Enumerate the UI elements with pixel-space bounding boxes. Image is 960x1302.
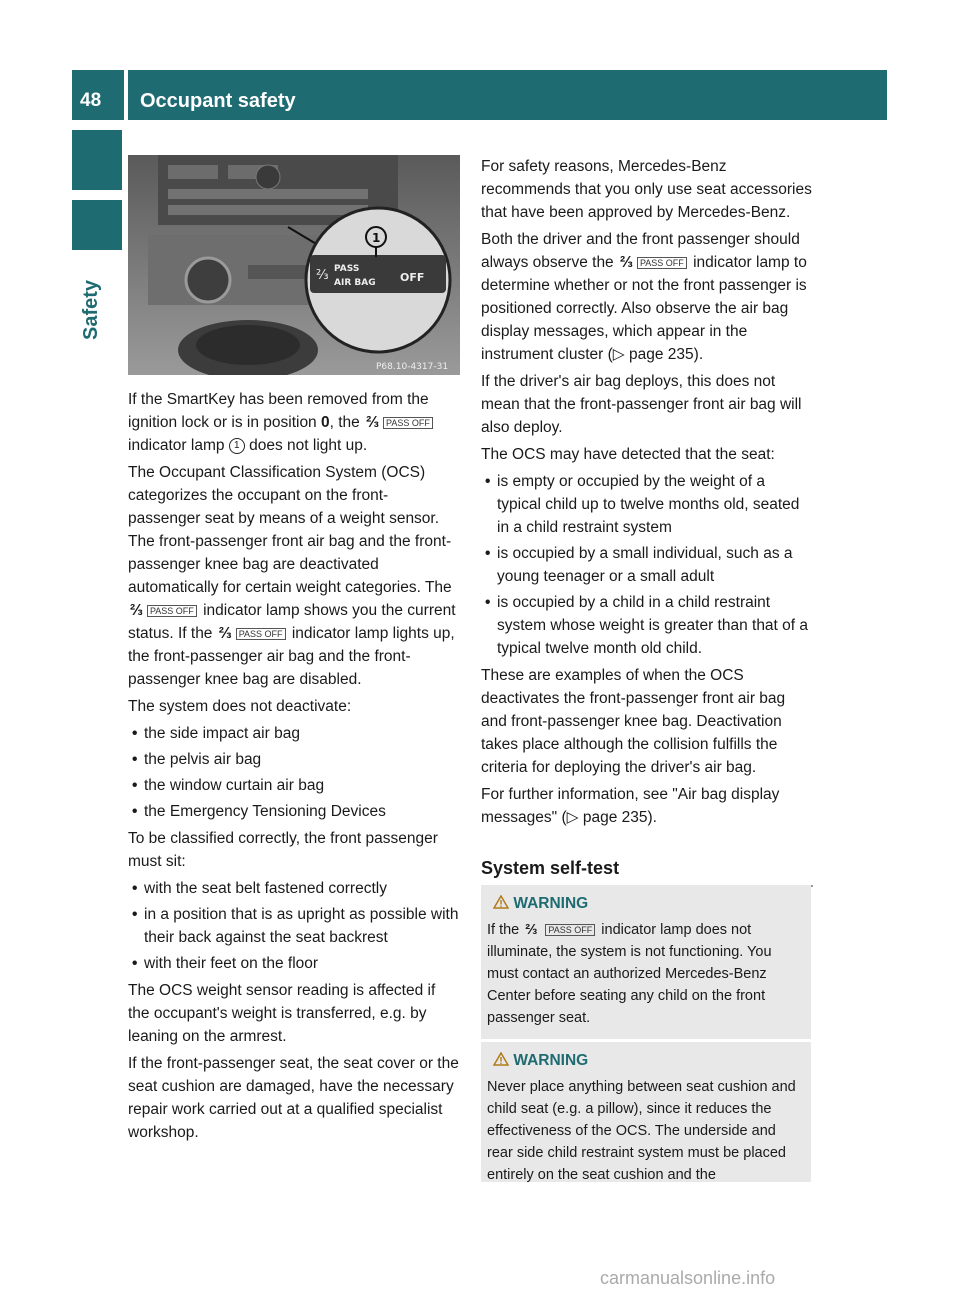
page-title: Occupant safety — [140, 90, 296, 112]
warning-text: Never place anything between seat cushion and child seat (e.g. a pillow), since it reduces the effectiveness of the OCS. The underside and rear side child restraint system must be placed entirely on the seat cushion and the — [487, 1079, 796, 1182]
warning-box — [481, 885, 811, 1039]
left-column — [128, 388, 460, 1148]
list-seating — [128, 877, 460, 975]
off-label: OFF — [400, 271, 425, 284]
warning-heading: WARNING — [487, 893, 801, 915]
paragraph-repair: If the front-passenger seat, the seat cover or the seat cushion are damaged, have the necessary repair work carried out at a qualified specialist workshop. — [128, 1055, 459, 1141]
warning-triangle-icon — [493, 1052, 513, 1069]
section-label: Safety — [80, 279, 102, 340]
section-heading: System self-test — [481, 858, 813, 887]
pass-label: PASS — [334, 264, 360, 274]
pass-airbag-off-icon: PASS OFF — [236, 628, 286, 640]
paragraph-examples: These are examples of when the OCS deactivates the front-passenger front air bag and front-passenger knee bag. Deactivation takes place although the collision fulfills the criteria for deploying the driver's air bag. — [481, 667, 786, 776]
pass-airbag-off-icon: PASS OFF — [545, 924, 595, 936]
pass-airbag-off-icon: PASS OFF — [383, 417, 433, 429]
callout-one-icon: 1 — [229, 438, 245, 454]
list-item: • is empty or occupied by the weight of a typical child up to twelve months old, seated in a child restraint system — [481, 470, 813, 539]
child-seat-icon: ⅔ — [218, 625, 232, 642]
child-seat-icon: ⅔ — [366, 414, 380, 431]
child-seat-icon: ⅔ — [620, 254, 633, 271]
paragraph-detected: The OCS may have detected that the seat: — [481, 446, 775, 463]
dashboard-photo — [128, 155, 460, 375]
paragraph-driver-airbag: If the driver's air bag deploys, this does not mean that the front-passenger front air bag will also deploy. — [481, 373, 802, 436]
page-number: 48 — [80, 90, 102, 111]
right-column — [481, 155, 813, 833]
child-seat-icon: ⅔ — [130, 602, 143, 619]
pass-airbag-off-icon: PASS OFF — [147, 605, 197, 617]
figure-code: P68.10-4317-31 — [376, 362, 449, 372]
list-item: • is occupied by a child in a child restraint system whose weight is greater than that of a typical twelve month old child. — [481, 591, 813, 660]
paragraph-further-info: For further information, see "Air bag display messages" (▷ page 235). — [481, 786, 780, 826]
paragraph-sensor: The OCS weight sensor reading is affected if the occupant's weight is transferred, e.g. by leaning on the armrest. — [128, 982, 436, 1045]
child-seat-icon: ⅔ — [525, 922, 538, 938]
warning-text: If the ⅔ PASS OFF indicator lamp does not illuminate, the system is not functioning. You must contact an authorized Mercedes-Benz Center before seating any child on the front passenger seat. — [487, 922, 772, 1026]
airbag-label: AIR BAG — [334, 278, 376, 288]
list-item: • the Emergency Tensioning Devices — [128, 800, 460, 823]
list-item: • with the seat belt fastened correctly — [128, 877, 460, 900]
callout-number: 1 — [372, 231, 381, 245]
paragraph-observe: Both the driver and the front passenger should always observe the ⅔ PASS OFF indicator lamp to determine whether or not the front passenger is positioned correctly. Also observe the air bag display messages, which appear in the instrument cluster (▷ page 235). — [481, 231, 807, 363]
list-item: • the pelvis air bag — [128, 748, 460, 771]
warning-box — [481, 1042, 811, 1182]
header-divider — [124, 70, 128, 120]
seat-glyph-text: ⅔ — [316, 268, 329, 283]
watermark: carmanualsonline.info — [600, 1268, 776, 1288]
list-not-deactivated — [128, 722, 460, 823]
list-item: • the window curtain air bag — [128, 774, 460, 797]
paragraph-classified: To be classified correctly, the front passenger must sit: — [128, 830, 438, 870]
list-item: • the side impact air bag — [128, 722, 460, 745]
warning-triangle-icon — [493, 895, 513, 912]
pass-airbag-off-icon: PASS OFF — [637, 257, 687, 269]
list-item: • in a position that is as upright as possible with their back against the seat backrest — [128, 903, 460, 949]
warning-heading: WARNING — [487, 1050, 801, 1072]
dashboard-illustration — [128, 155, 460, 375]
side-tab — [72, 130, 122, 190]
paragraph-ocs: The Occupant Classification System (OCS) categorizes the occupant on the front-passenger seat by means of a weight sensor. The front-passenger front air bag and the front-passenger knee bag are deactivated automatically for certain weight categories. The ⅔ PASS OFF indicator lamp shows you the current status. If the ⅔ PASS OFF indicator lamp lights up, the front-passenger air bag and the front-passenger knee bag are disabled. — [128, 464, 456, 688]
list-detected — [481, 470, 813, 660]
paragraph-accessories: For safety reasons, Mercedes-Benz recommends that you only use seat accessories that have been approved by Mercedes-Benz. — [481, 158, 812, 221]
paragraph-smartkey: If the SmartKey has been removed from the ignition lock or is in position 0, the ⅔ PASS OFF indicator lamp 1 does not light up. — [128, 388, 460, 457]
side-tab-square — [72, 200, 122, 250]
list-item: • with their feet on the floor — [128, 952, 460, 975]
list-item: • is occupied by a small individual, such as a young teenager or a small adult — [481, 542, 813, 588]
paragraph-not-deactivate: The system does not deactivate: — [128, 698, 352, 715]
